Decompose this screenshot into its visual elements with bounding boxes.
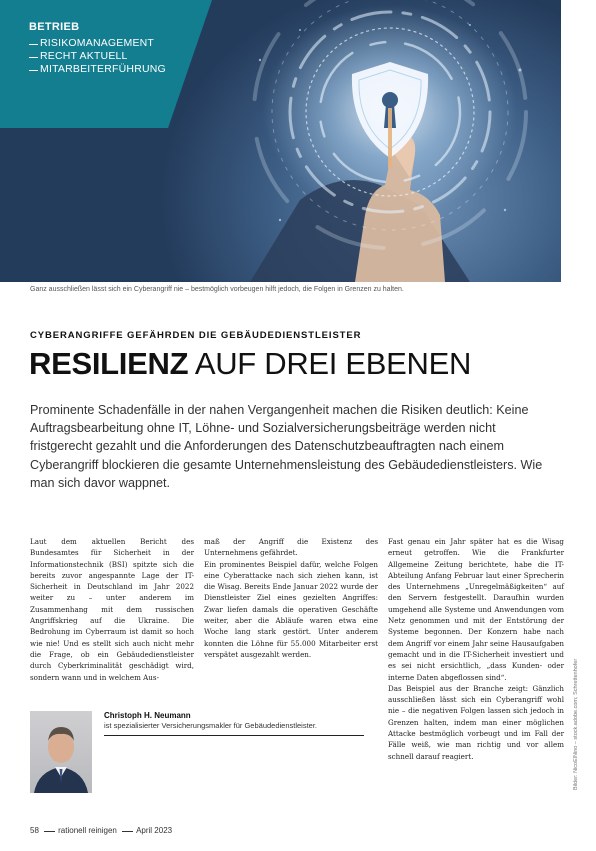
dash-icon — [122, 831, 133, 832]
dash-icon — [29, 70, 38, 71]
category-item-label: MITARBEITERFÜHRUNG — [40, 63, 166, 75]
photo-credit: Bilder: NicoElNino – stock.adobe.com; Schrettenhofer — [573, 658, 579, 790]
body-column-3 — [388, 536, 564, 762]
issue-date: April 2023 — [136, 826, 173, 835]
image-caption: Ganz ausschließen lässt sich ein Cyberangriff nie – bestmöglich vorbeugen hilft jedoch, die Folgen in Grenzen zu halten. — [30, 286, 404, 293]
headline-strong: RESILIENZ — [29, 346, 189, 381]
category-item-recht-aktuell[interactable] — [29, 50, 128, 62]
person-portrait-icon — [30, 711, 92, 793]
dash-icon — [29, 57, 38, 58]
body-text: Fast genau ein Jahr später hat es die Wisag erneut getroffen. Wie die Frankfurter Allgemeine Zeitung berichtete, habe die IT-Abteilung Anfang Februar laut einer Sprecherin des Unternehmens „Unregelmäßigkeiten“ auf den Servern festgestellt. Daraufhin wurden umgehend alle Systeme und Anwendungen vom Netz genommen und mit der Entstörung der Systeme begonnen. Der Konzern habe nach dem Angriff vor einem Jahr seine Hausaufgaben gemacht und in die IT-Sicherheit investiert und es sei nicht ersichtlich, „dass Kunden- oder interne Daten abgeflossen sind“. Das Beispiel aus der Branche zeigt: Gänzlich ausschließen lässt sich ein Cyberangriff wohl nie – die negativen Folgen lassen sich jedoch in Grenzen halten, indem man einer möglichen Attacke bestmöglich vorbeugt und im Fall der Fälle weiß, wie man richtig und vor allem schnell darauf reagiert. — [388, 537, 564, 761]
divider — [104, 735, 364, 736]
dash-icon — [29, 44, 38, 45]
page-footer — [30, 826, 172, 835]
author-photo — [30, 711, 92, 793]
hero-image — [0, 0, 561, 282]
body-text: maß der Angriff die Existenz des Unternehmens gefährdet. Ein prominentes Beispiel dafür, welche Folgen eine Cyberattacke nach sich ziehen kann, ist die Wisag. Bereits Ende Januar 2022 wurde der Dienstleister Ziel eines gezielten Angriffes: Zwar liefen damals die operativen Geschäfte weiter, aber die Abläufe waren etwa eine Woche lang stark gestört. Unter anderem konnten die Löhne für 55.000 Mitarbeiter erst verspätet ausgezahlt werden. — [204, 537, 378, 659]
page-number: 58 — [30, 826, 39, 835]
author-name: Christoph H. Neumann — [104, 711, 191, 720]
category-item-label: RISIKOMANAGEMENT — [40, 37, 155, 49]
category-item-label: RECHT AKTUELL — [40, 50, 128, 62]
dash-icon — [44, 831, 55, 832]
category-title: BETRIEB — [29, 21, 80, 33]
category-item-risikomanagement[interactable] — [29, 37, 154, 49]
body-column-1 — [30, 536, 194, 683]
author-box — [30, 711, 364, 794]
article-headline — [29, 346, 471, 382]
category-item-mitarbeiterfuehrung[interactable] — [29, 63, 166, 75]
author-role: ist spezialisierter Versicherungsmakler für Gebäudedienstleister. — [104, 721, 318, 730]
body-text: Laut dem aktuellen Bericht des Bundesamtes für Sicherheit in der Informationstechnik (BSI) spitzte sich die bereits zuvor angespannte Lage der IT-Sicherheit in Deutschland im Jahr 2022 weiter zu – unter anderem im Zusammenhang mit dem russischen Angriffskrieg auf die Ukraine. Die Bedrohung im Cyberraum ist damit so hoch wie nie! Und es stellt sich auch nicht mehr die Frage, ob ein Gebäudedienstleister durch Cyberkriminalität geschädigt wird, sondern wann und in welchem Aus- — [30, 537, 194, 682]
magazine-name: rationell reinigen — [58, 826, 117, 835]
article-lead: Prominente Schadenfälle in der nahen Vergangenheit machen die Risiken deutlich: Keine Auftragsbearbeitung ohne IT, Löhne- und Sozialversicherungsbeiträge werden nicht fristgerecht gezahlt und die Anforderungen des Datenschutzbeauftragten nach einem Cyberangriff blockieren die gesamte Unternehmensleistung des Gebäudedienstleisters. Wie man sich davor wappnet. — [30, 403, 543, 490]
body-column-2 — [204, 536, 378, 660]
article-kicker: CYBERANGRIFFE GEFÄHRDEN DIE GEBÄUDEDIENSTLEISTER — [30, 330, 362, 341]
headline-rest: AUF DREI EBENEN — [194, 346, 472, 381]
